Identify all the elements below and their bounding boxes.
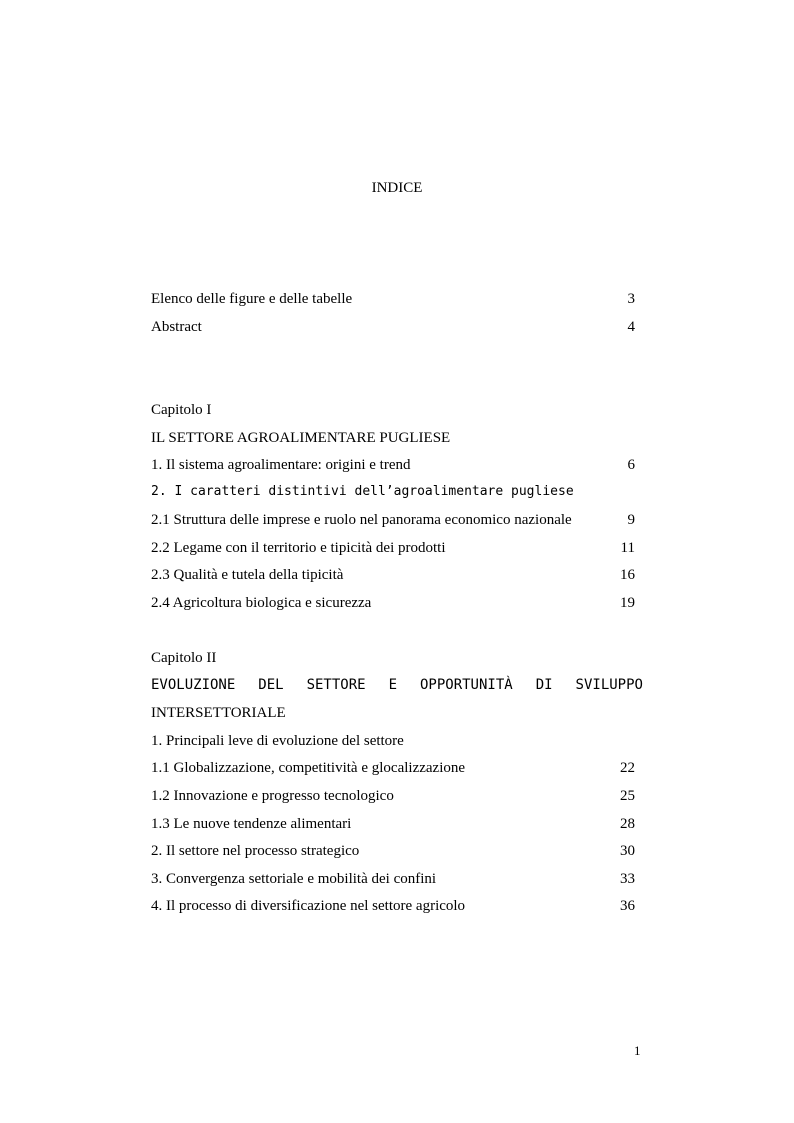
- toc-entry: [151, 813, 643, 835]
- toc-entry: [151, 509, 643, 531]
- chapter-title-word: OPPORTUNITÀ: [419, 677, 513, 693]
- chapter-title-label: IL SETTORE AGROALIMENTARE PUGLIESE: [151, 430, 451, 446]
- toc-entry-page: 33: [620, 871, 635, 887]
- toc-entry: [151, 757, 643, 779]
- toc-entry: [151, 895, 643, 917]
- chapter-title-word: DI: [535, 677, 553, 693]
- toc-entry-page: 3: [627, 291, 635, 307]
- toc-entry: [151, 481, 643, 503]
- toc-entry-label: 2. Il settore nel processo strategico: [151, 843, 360, 859]
- toc-entry-label: 1.3 Le nuove tendenze alimentari: [151, 816, 352, 832]
- toc-entry-label: 3. Convergenza settoriale e mobilità dei confini: [151, 871, 437, 887]
- toc-entry: [151, 868, 643, 890]
- toc-entry: [151, 288, 643, 310]
- toc-entry-page: 22: [620, 760, 635, 776]
- toc-entry-page: 4: [627, 319, 635, 335]
- chapter-title: [151, 427, 643, 449]
- toc-entry-label: 1. Il sistema agroalimentare: origini e trend: [151, 457, 411, 473]
- toc-entry: [151, 730, 643, 752]
- chapter-title: [151, 674, 643, 696]
- toc-entry-page: 6: [627, 457, 635, 473]
- toc-entry-label: 1.1 Globalizzazione, competitività e glocalizzazione: [151, 760, 466, 776]
- toc-entry: [151, 454, 643, 476]
- toc-entry: [151, 537, 643, 559]
- toc-entry-page: 25: [620, 788, 635, 804]
- toc-entry-label: 4. Il processo di diversificazione nel settore agricolo: [151, 898, 466, 914]
- chapter-title-word: SVILUPPO: [575, 677, 643, 693]
- toc-entry-page: 9: [627, 512, 635, 528]
- toc-entry-label: 1. Principali leve di evoluzione del settore: [151, 733, 404, 749]
- toc-entry-label: Abstract: [151, 319, 202, 335]
- toc-entry-label: Elenco delle figure e delle tabelle: [151, 291, 353, 307]
- toc-entry-label: 2.1 Struttura delle imprese e ruolo nel panorama economico nazionale: [151, 512, 572, 528]
- chapter-heading-label: Capitolo II: [151, 650, 217, 666]
- toc-entry-page: 30: [620, 843, 635, 859]
- chapter-title-label: INTERSETTORIALE: [151, 705, 286, 721]
- chapter-title-word: DEL: [258, 677, 284, 693]
- toc-entry-page: 28: [620, 816, 635, 832]
- toc-entry: [151, 592, 643, 614]
- toc-entry-label: 1.2 Innovazione e progresso tecnologico: [151, 788, 394, 804]
- chapter-title-word: E: [388, 677, 397, 693]
- toc-entry-label: 2.2 Legame con il territorio e tipicità dei prodotti: [151, 540, 446, 556]
- toc-entry-label: 2. I caratteri distintivi dell’agroalimentare pugliese: [151, 484, 574, 499]
- chapter-title-word: EVOLUZIONE: [151, 677, 236, 693]
- toc-entry-label: 2.3 Qualità e tutela della tipicità: [151, 567, 344, 583]
- chapter-heading: [151, 399, 643, 421]
- page-title: INDICE: [371, 180, 423, 196]
- chapter-heading-label: Capitolo I: [151, 402, 212, 418]
- toc-entry-page: 11: [620, 540, 635, 556]
- toc-entry: [151, 840, 643, 862]
- toc-entry: [151, 316, 643, 338]
- chapter-title-word: SETTORE: [306, 677, 366, 693]
- toc-entry-label: 2.4 Agricoltura biologica e sicurezza: [151, 595, 372, 611]
- toc-entry-page: 16: [620, 567, 635, 583]
- toc-entry: [151, 785, 643, 807]
- toc-entry-page: 36: [620, 898, 635, 914]
- toc-entry-page: 19: [620, 595, 635, 611]
- chapter-heading: [151, 647, 643, 669]
- chapter-title-continued: [151, 702, 643, 724]
- toc-entry: [151, 564, 643, 586]
- page-number: 1: [634, 1043, 641, 1058]
